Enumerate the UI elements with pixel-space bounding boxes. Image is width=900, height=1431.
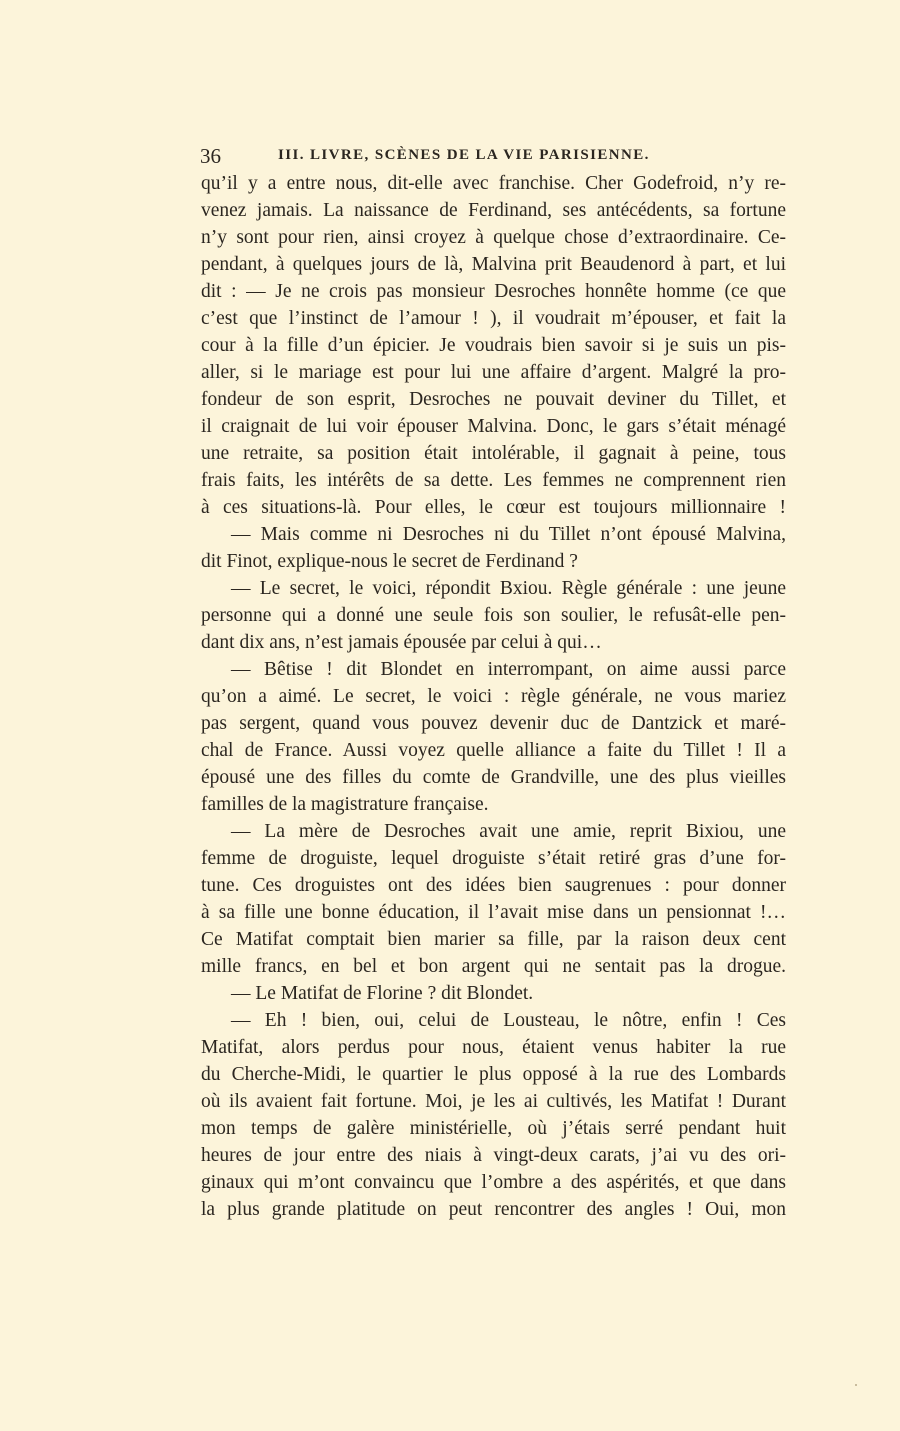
text-line: personne qui a donné une seule fois son soulier, le refusât-elle pen- xyxy=(201,605,786,626)
running-title: III. LIVRE, SCÈNES DE LA VIE PARISIENNE. xyxy=(278,147,650,163)
text-line: fondeur de son esprit, Desroches ne pouvait deviner du Tillet, et xyxy=(201,389,786,410)
text-line: ginaux qui m’ont convaincu que l’ombre a des aspérités, et que dans xyxy=(201,1172,786,1193)
text-line: Ce Matifat comptait bien marier sa fille, par la raison deux cent xyxy=(201,929,786,950)
text-line: aller, si le mariage est pour lui une affaire d’argent. Malgré la pro- xyxy=(201,362,786,383)
text-line: pas sergent, quand vous pouvez devenir duc de Dantzick et maré- xyxy=(201,713,786,734)
text-line: — La mère de Desroches avait une amie, reprit Bixiou, une xyxy=(231,821,786,842)
page-number: 36 xyxy=(200,144,221,168)
text-line: Matifat, alors perdus pour nous, étaient venus habiter la rue xyxy=(201,1037,786,1058)
text-line: n’y sont pour rien, ainsi croyez à quelque chose d’extraordinaire. Ce- xyxy=(201,227,786,248)
text-line: venez jamais. La naissance de Ferdinand, ses antécédents, sa fortune xyxy=(201,200,786,221)
text-line: mille francs, en bel et bon argent qui ne sentait pas la drogue. xyxy=(201,956,786,977)
running-header xyxy=(200,144,788,170)
text-line: du Cherche-Midi, le quartier le plus opposé à la rue des Lombards xyxy=(201,1064,786,1085)
text-line: dit Finot, explique-nous le secret de Ferdinand ? xyxy=(201,551,578,572)
text-line: — Bêtise ! dit Blondet en interrompant, on aime aussi parce xyxy=(231,659,786,680)
text-line: cour à la fille d’un épicier. Je voudrais bien savoir si je suis un pis- xyxy=(201,335,786,356)
text-line: — Mais comme ni Desroches ni du Tillet n’ont épousé Malvina, xyxy=(231,524,786,545)
page-body-text xyxy=(201,170,786,1223)
text-line: heures de jour entre des niais à vingt-deux carats, j’ai vu des ori- xyxy=(201,1145,786,1166)
text-line: tune. Ces droguistes ont des idées bien saugrenues : pour donner xyxy=(201,875,786,896)
text-line: pendant, à quelques jours de là, Malvina prit Beaudenord à part, et lui xyxy=(201,254,786,275)
text-line: la plus grande platitude on peut rencontrer des angles ! Oui, mon xyxy=(201,1199,786,1220)
text-line: c’est que l’instinct de l’amour ! ), il voudrait m’épouser, et fait la xyxy=(201,308,786,329)
text-line: qu’on a aimé. Le secret, le voici : règle générale, ne vous mariez xyxy=(201,686,786,707)
text-line: épousé une des filles du comte de Grandville, une des plus vieilles xyxy=(201,767,786,788)
text-line: qu’il y a entre nous, dit-elle avec franchise. Cher Godefroid, n’y re- xyxy=(201,173,786,194)
text-line: chal de France. Aussi voyez quelle alliance a faite du Tillet ! Il a xyxy=(201,740,786,761)
text-line: il craignait de lui voir épouser Malvina. Donc, le gars s’était ménagé xyxy=(201,416,786,437)
text-line: où ils avaient fait fortune. Moi, je les ai cultivés, les Matifat ! Durant xyxy=(201,1091,786,1112)
text-line: — Le Matifat de Florine ? dit Blondet. xyxy=(231,983,534,1004)
text-line: frais faits, les intérêts de sa dette. Les femmes ne comprennent rien xyxy=(201,470,786,491)
text-line: dant dix ans, n’est jamais épousée par celui à qui… xyxy=(201,632,602,653)
text-line: — Le secret, le voici, répondit Bxiou. Règle générale : une jeune xyxy=(231,578,786,599)
text-line: — Eh ! bien, oui, celui de Lousteau, le nôtre, enfin ! Ces xyxy=(231,1010,786,1031)
text-line: femme de droguiste, lequel droguiste s’était retiré gras d’une for- xyxy=(201,848,786,869)
text-line: à ces situations-là. Pour elles, le cœur est toujours millionnaire ! xyxy=(201,497,786,518)
text-line: mon temps de galère ministérielle, où j’étais serré pendant huit xyxy=(201,1118,786,1139)
paper-speck xyxy=(855,1384,857,1386)
text-line: familles de la magistrature française. xyxy=(201,794,489,815)
text-line: une retraite, sa position était intolérable, il gagnait à peine, tous xyxy=(201,443,786,464)
text-line: à sa fille une bonne éducation, il l’avait mise dans un pensionnat !… xyxy=(201,902,786,923)
text-line: dit : — Je ne crois pas monsieur Desroches honnête homme (ce que xyxy=(201,281,786,302)
